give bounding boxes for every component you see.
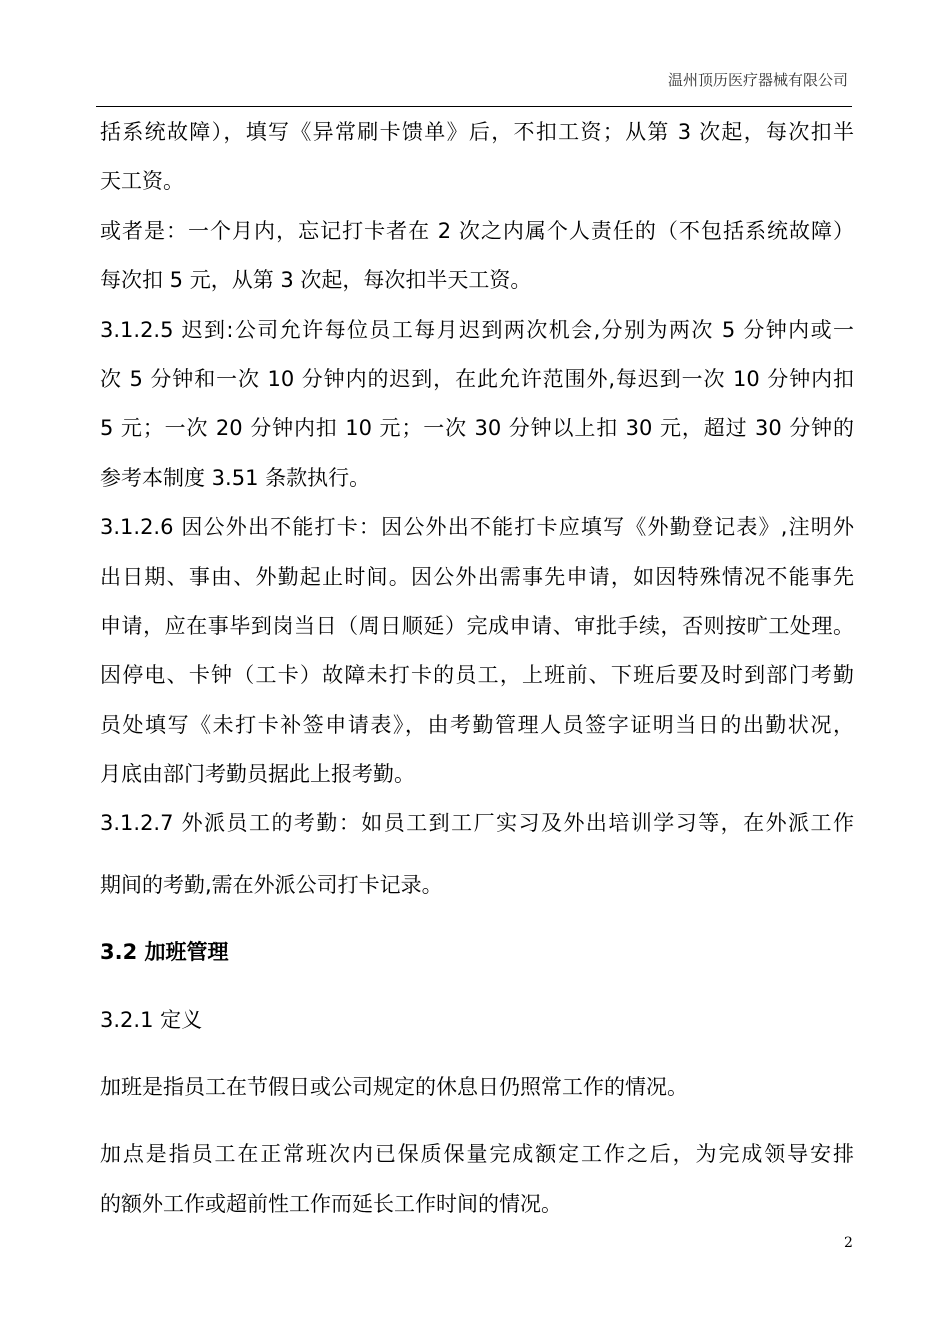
text-line: 的额外工作或超前性工作而延长工作时间的情况。 bbox=[100, 1191, 562, 1216]
text-line: 次 5 分钟和一次 10 分钟内的迟到，在此允许范围外,每迟到一次 10 分钟内扣 bbox=[100, 366, 854, 391]
text-line: 5 元；一次 20 分钟内扣 10 元；一次 30 分钟以上扣 30 元，超过 30 分钟的 bbox=[100, 416, 854, 441]
text-line: 3.1.2.7 外派员工的考勤：如员工到工厂实习及外出培训学习等，在外派工作 bbox=[100, 811, 854, 836]
text-line: 加班是指员工在节假日或公司规定的休息日仍照常工作的情况。 bbox=[100, 1075, 688, 1100]
page-number: 2 bbox=[844, 1235, 853, 1251]
text-line: 期间的考勤,需在外派公司打卡记录。 bbox=[100, 872, 443, 897]
text-line: 括系统故障），填写《异常刷卡馈单》后，不扣工资；从第 3 次起，每次扣半 bbox=[100, 120, 854, 144]
text-line: 因停电、卡钟（工卡）故障未打卡的员工，上班前、下班后要及时到部门考勤 bbox=[100, 663, 854, 688]
text-line: 3.1.2.6 因公外出不能打卡：因公外出不能打卡应填写《外勤登记表》,注明外 bbox=[100, 515, 854, 540]
text-line: 申请，应在事毕到岗当日（周日顺延）完成申请、审批手续，否则按旷工处理。 bbox=[100, 613, 854, 638]
text-line: 天工资。 bbox=[100, 169, 184, 194]
subsection-heading: 3.2.1 定义 bbox=[100, 1007, 203, 1032]
text-line: 员处填写《未打卡补签申请表》，由考勤管理人员签字证明当日的出勤状况， bbox=[100, 712, 854, 737]
document-body bbox=[100, 108, 854, 1229]
text-line: 3.1.2.5 迟到:公司允许每位员工每月迟到两次机会,分别为两次 5 分钟内或一 bbox=[100, 317, 854, 342]
page-header bbox=[96, 70, 852, 107]
text-line: 出日期、事由、外勤起止时间。因公外出需事先申请，如因特殊情况不能事先 bbox=[100, 564, 854, 589]
section-heading: 3.2 加班管理 bbox=[100, 940, 229, 965]
header-company-name: 温州顶历医疗器械有限公司 bbox=[667, 71, 848, 89]
text-line: 加点是指员工在正常班次内已保质保量完成额定工作之后，为完成领导安排 bbox=[100, 1142, 854, 1167]
text-line: 月底由部门考勤员据此上报考勤。 bbox=[100, 762, 415, 787]
text-line: 参考本制度 3.51 条款执行。 bbox=[100, 465, 371, 490]
text-line: 每次扣 5 元，从第 3 次起，每次扣半天工资。 bbox=[100, 268, 532, 293]
text-line: 或者是：一个月内，忘记打卡者在 2 次之内属个人责任的（不包括系统故障） bbox=[100, 218, 854, 243]
